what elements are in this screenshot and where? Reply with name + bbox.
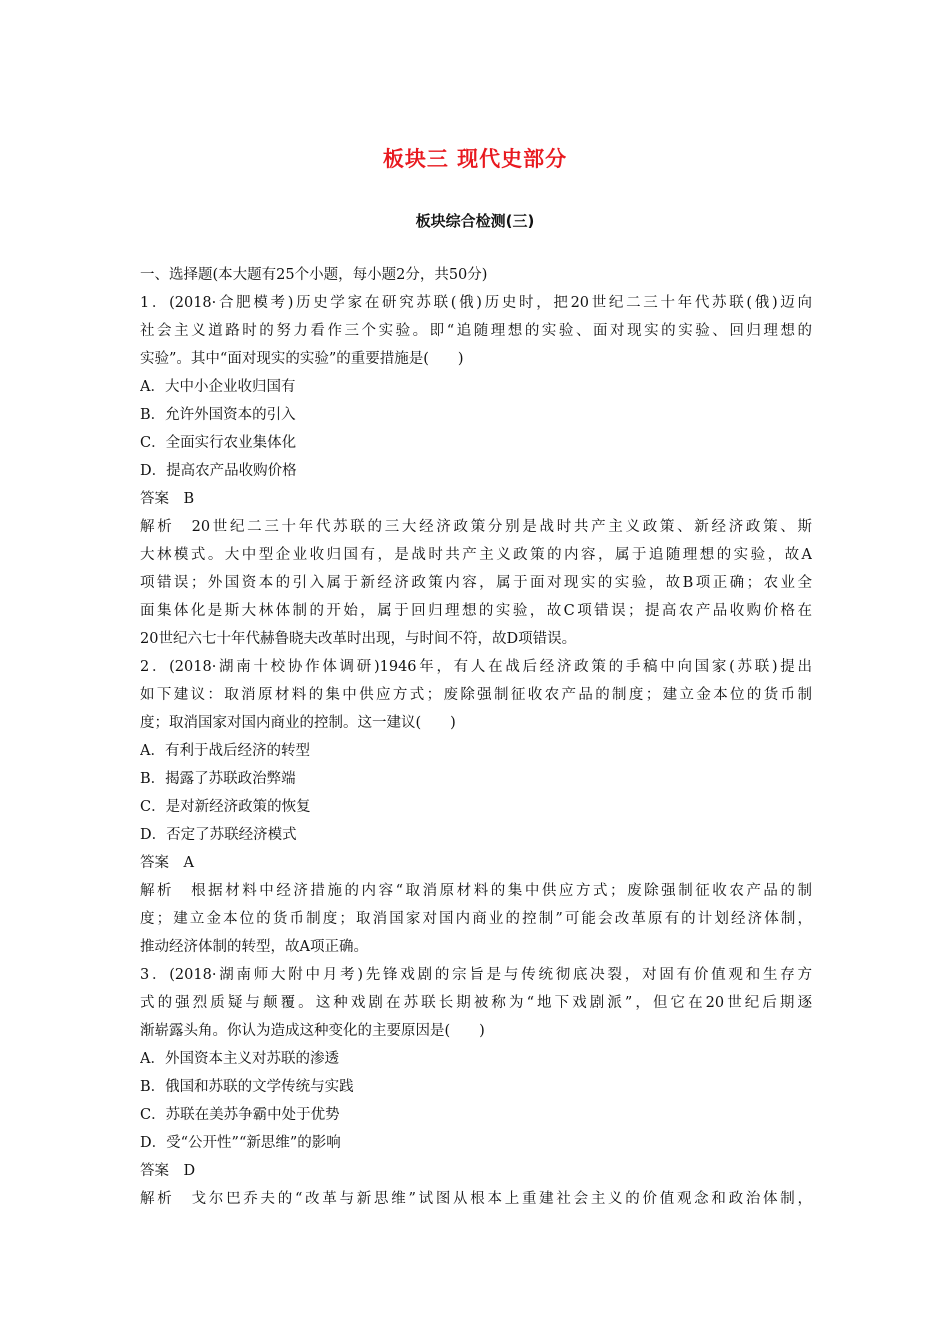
- text-line: 如下建议：取消原材料的集中供应方式；废除强制征收农产品的制度；建立金本位的货币制: [140, 687, 812, 703]
- text-line: 1．(2018·合肥模考)历史学家在研究苏联(俄)历史时，把20世纪二三十年代苏联(俄)迈向: [140, 295, 812, 311]
- text-line: 一、选择题(本大题有25个小题，每小题2分，共50分): [140, 267, 488, 283]
- text-line: D．受“公开性”“新思维”的影响: [140, 1135, 341, 1151]
- text-line: 推动经济体制的转型，故A项正确。: [140, 939, 368, 955]
- text-line: 答案 A: [140, 855, 194, 871]
- page-title: 板块三 现代史部分: [382, 147, 568, 171]
- text-line: 式的强烈质疑与颠覆。这种戏剧在苏联长期被称为“地下戏剧派”，但它在20世纪后期逐: [140, 995, 812, 1011]
- text-line: 渐崭露头角。你认为造成这种变化的主要原因是( ): [140, 1023, 485, 1039]
- text-line: 实验”。其中“面对现实的实验”的重要措施是( ): [140, 351, 464, 367]
- text-line: 解析 戈尔巴乔夫的“改革与新思维”试图从根本上重建社会主义的价值观念和政治体制，: [140, 1191, 812, 1207]
- text-line: 社会主义道路时的努力看作三个实验。即“追随理想的实验、面对现实的实验、回归理想的: [140, 323, 812, 339]
- text-line: A．外国资本主义对苏联的渗透: [140, 1051, 339, 1067]
- text-line: 度；建立金本位的货币制度；取消国家对国内商业的控制”可能会改革原有的计划经济体制，: [140, 911, 812, 927]
- text-line: 解析 根据材料中经济措施的内容“取消原材料的集中供应方式；废除强制征收农产品的制: [140, 883, 812, 899]
- text-line: 答案 B: [140, 491, 195, 507]
- text-line: A．有利于战后经济的转型: [140, 743, 310, 759]
- text-line: 解析 20世纪二三十年代苏联的三大经济政策分别是战时共产主义政策、新经济政策、斯: [140, 519, 812, 535]
- text-line: C．苏联在美苏争霸中处于优势: [140, 1107, 340, 1123]
- text-line: 项错误；外国资本的引入属于新经济政策内容，属于面对现实的实验，故B项正确；农业全: [140, 575, 812, 591]
- text-line: C．是对新经济政策的恢复: [140, 799, 311, 815]
- text-line: A．大中小企业收归国有: [140, 379, 296, 395]
- text-line: D．提高农产品收购价格: [140, 463, 297, 479]
- text-line: 大林模式。大中型企业收归国有，是战时共产主义政策的内容，属于追随理想的实验，故A: [140, 547, 812, 563]
- text-line: C．全面实行农业集体化: [140, 435, 297, 451]
- text-line: D．否定了苏联经济模式: [140, 827, 297, 843]
- text-line: B．俄国和苏联的文学传统与实践: [140, 1079, 354, 1095]
- section-subtitle: 板块综合检测(三): [415, 212, 535, 230]
- text-line: 度；取消国家对国内商业的控制。这一建议( ): [140, 715, 456, 731]
- document-body: [140, 261, 812, 1213]
- text-line: 答案 D: [140, 1163, 196, 1179]
- text-line: 2．(2018·湖南十校协作体调研)1946年，有人在战后经济政策的手稿中向国家(苏联)提出: [140, 659, 812, 675]
- text-line: B．揭露了苏联政治弊端: [140, 771, 296, 787]
- text-line: 面集体化是斯大林体制的开始，属于回归理想的实验，故C项错误；提高农产品收购价格在: [140, 603, 812, 619]
- text-line: 20世纪六七十年代赫鲁晓夫改革时出现，与时间不符，故D项错误。: [140, 631, 577, 647]
- text-line: B．允许外国资本的引入: [140, 407, 296, 423]
- text-line: 3．(2018·湖南师大附中月考)先锋戏剧的宗旨是与传统彻底决裂，对固有价值观和生存方: [140, 967, 812, 983]
